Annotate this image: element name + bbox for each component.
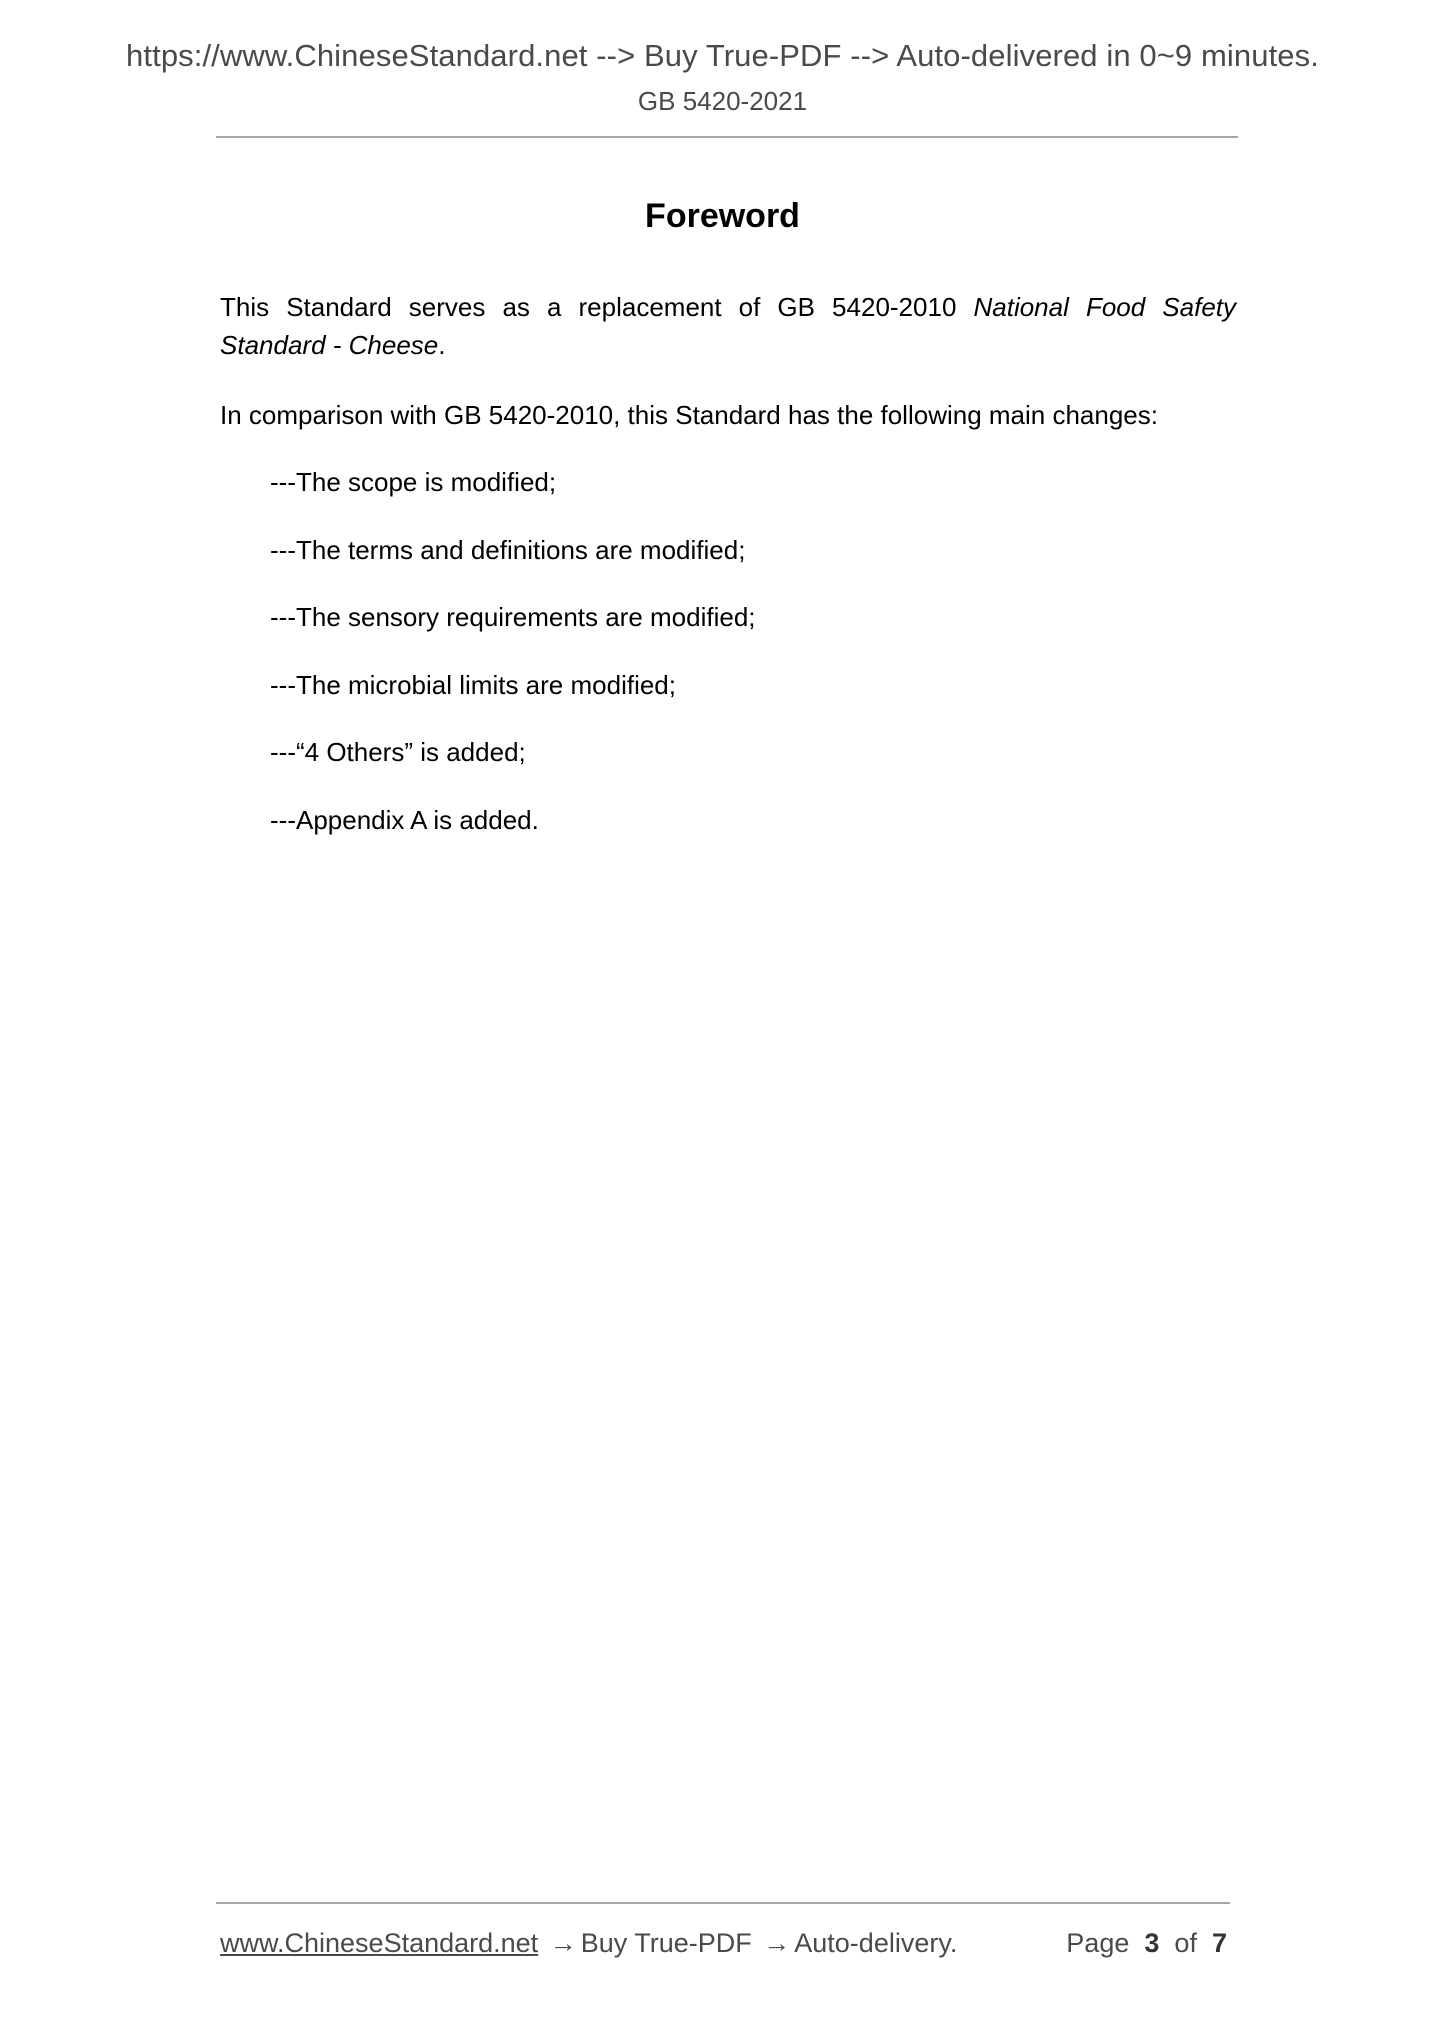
intro-paragraph <box>220 288 1236 364</box>
changes-intro: In comparison with GB 5420-2010, this Standard has the following main changes: <box>220 400 1158 430</box>
footer-divider <box>216 1902 1230 1904</box>
arrow-right-icon: → <box>549 1928 577 1958</box>
page-title: Foreword <box>645 197 800 235</box>
footer-website-link[interactable]: www.ChineseStandard.net <box>220 1928 539 1958</box>
page-current: 3 <box>1144 1928 1160 1958</box>
list-item: ---Appendix A is added. <box>270 804 539 835</box>
intro-lead: This Standard serves as a replacement of GB 5420-2010 <box>220 292 974 322</box>
list-item: ---The microbial limits are modified; <box>270 669 676 700</box>
arrow-right-icon: → <box>763 1928 791 1958</box>
footer-links <box>220 1928 957 1959</box>
page-of-label: of <box>1174 1928 1197 1958</box>
header-banner: https://www.ChineseStandard.net --> Buy True-PDF --> Auto-delivered in 0~9 minutes. <box>126 38 1319 73</box>
page-label: Page <box>1066 1928 1130 1958</box>
document-code: GB 5420-2021 <box>637 86 808 116</box>
page-total: 7 <box>1211 1928 1227 1958</box>
header-divider <box>216 136 1238 138</box>
replaced-standard-title: National Food Safety Standard - Cheese <box>220 292 1236 360</box>
list-item: ---The terms and definitions are modified; <box>270 534 746 565</box>
changes-list <box>270 463 1230 868</box>
list-item: ---The scope is modified; <box>270 467 557 497</box>
list-item: ---The sensory requirements are modified; <box>270 602 756 632</box>
footer-buy-text: Buy True-PDF <box>580 1928 752 1958</box>
page-number <box>1066 1928 1227 1959</box>
intro-tail: . <box>438 330 446 360</box>
footer-delivery-text: Auto-delivery. <box>794 1928 958 1958</box>
list-item: ---“4 Others” is added; <box>270 737 526 767</box>
